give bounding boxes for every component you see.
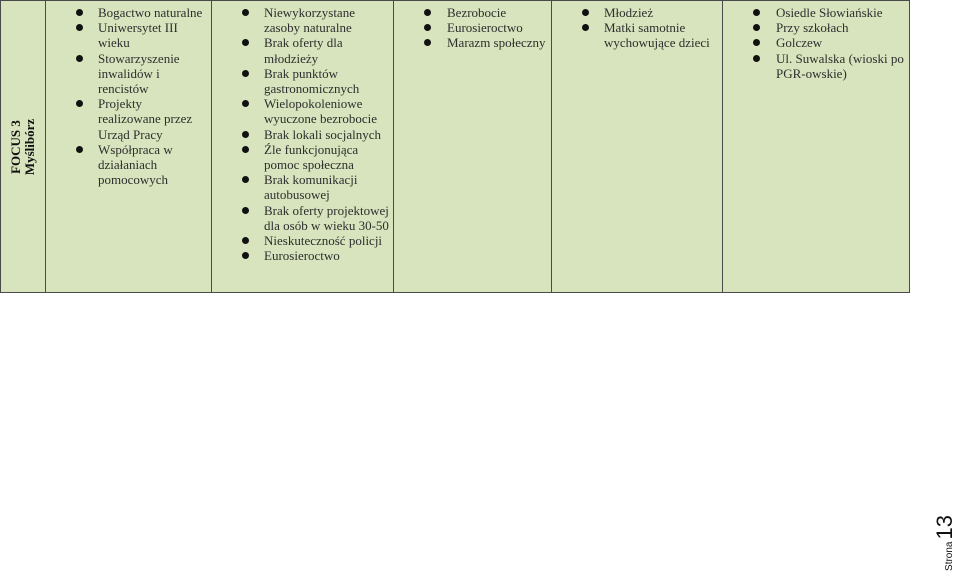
list-item-text: Osiedle Słowiańskie [776,5,883,20]
bullet-icon [242,131,249,138]
list-item-text: Brak punktów gastronomicznych [264,65,360,97]
bullet-icon [753,39,760,46]
bullet-icon [424,39,431,46]
list-item [46,51,207,97]
bullet-icon [424,24,431,31]
list-item [212,233,389,248]
list-item-text: Brak oferty dla młodzieży [264,35,343,66]
list-item-text: Bogactwo naturalne [98,5,203,20]
bullet-icon [242,207,249,214]
focus-label [9,118,37,174]
list-item-text: Współpraca w działaniach pomocowych [98,141,173,188]
bullet-icon [242,176,249,183]
list-item-text: Golczew [776,35,823,51]
bullet-list [212,1,393,263]
list-item-text: Matki samotnie wychowujące dzieci [604,20,710,51]
list-item [552,5,718,20]
list-item-text: Marazm społeczny [447,35,546,51]
page-word: Strona [944,541,955,571]
list-item-text: Eurosieroctwo [264,248,340,264]
list-item-text: Eurosieroctwo [447,20,523,36]
list-item [212,142,389,172]
bullet-list [46,1,211,187]
bullet-icon [242,9,249,16]
list-item [46,142,207,188]
list-item [212,96,389,126]
column-areas [723,1,910,293]
list-item [46,20,207,50]
focus-label-line: FOCUS 3 [8,119,23,174]
bullet-icon [242,100,249,107]
list-item-text: Młodzież [604,5,654,20]
bullet-list [552,1,722,51]
bullet-icon [76,100,83,107]
list-item-text: Stowarzyszenie inwalidów i rencistów [98,50,180,97]
column-groups [552,1,723,293]
list-item-text: Bezrobocie [447,5,507,20]
column-strengths [46,1,212,293]
list-item [723,35,905,50]
bullet-list [394,1,551,51]
list-item [394,20,547,35]
bullet-icon [76,9,83,16]
list-item [394,5,547,20]
focus-label-line: Myślibórz [22,118,37,175]
bullet-list [723,1,909,81]
bullet-icon [242,70,249,77]
bullet-icon [753,55,760,62]
list-item [212,172,389,202]
list-item-text: Brak oferty projektowej dla osób w wieku 30-50 [264,202,389,233]
focus-table [0,0,910,293]
list-item [212,248,389,263]
list-item [46,96,207,142]
list-item-text: Niewykorzystane zasoby naturalne [264,5,355,36]
list-item [212,5,389,35]
list-item [212,66,389,96]
bullet-icon [753,9,760,16]
list-item [46,5,207,20]
bullet-icon [242,237,249,244]
list-item-text: Przy szkołach [776,20,849,36]
list-item [212,127,389,142]
page-number-value: 13 [932,514,957,540]
bullet-icon [76,146,83,153]
bullet-icon [242,146,249,153]
bullet-icon [242,252,249,259]
list-item-text: Ul. Suwalska (wioski po PGR-owskie) [776,50,904,81]
bullet-icon [582,9,589,16]
list-item-text: Projekty realizowane przez Urząd Pracy [98,96,193,142]
bullet-icon [76,55,83,62]
list-item [723,51,905,81]
list-item-text: Brak komunikacji autobusowej [264,172,358,203]
list-item-text: Uniwersytet III wieku [98,20,178,51]
bullet-icon [424,9,431,16]
list-item [723,5,905,20]
bullet-icon [76,24,83,31]
bullet-icon [582,24,589,31]
focus-label-cell [1,1,46,293]
column-weaknesses [212,1,394,293]
bullet-icon [242,39,249,46]
list-item [212,203,389,233]
column-problems [394,1,552,293]
list-item-text: Nieskuteczność policji [264,233,383,249]
list-item [552,20,718,50]
bullet-icon [753,24,760,31]
list-item-text: Wielopokoleniowe wyuczone bezrobocie [264,96,377,127]
list-item [212,35,389,65]
page-number [930,505,960,580]
list-item [394,35,547,50]
table-row [1,1,910,293]
list-item [723,20,905,35]
list-item-text: Źle funkcjonująca pomoc społeczna [264,141,359,173]
list-item-text: Brak lokali socjalnych [264,126,381,142]
